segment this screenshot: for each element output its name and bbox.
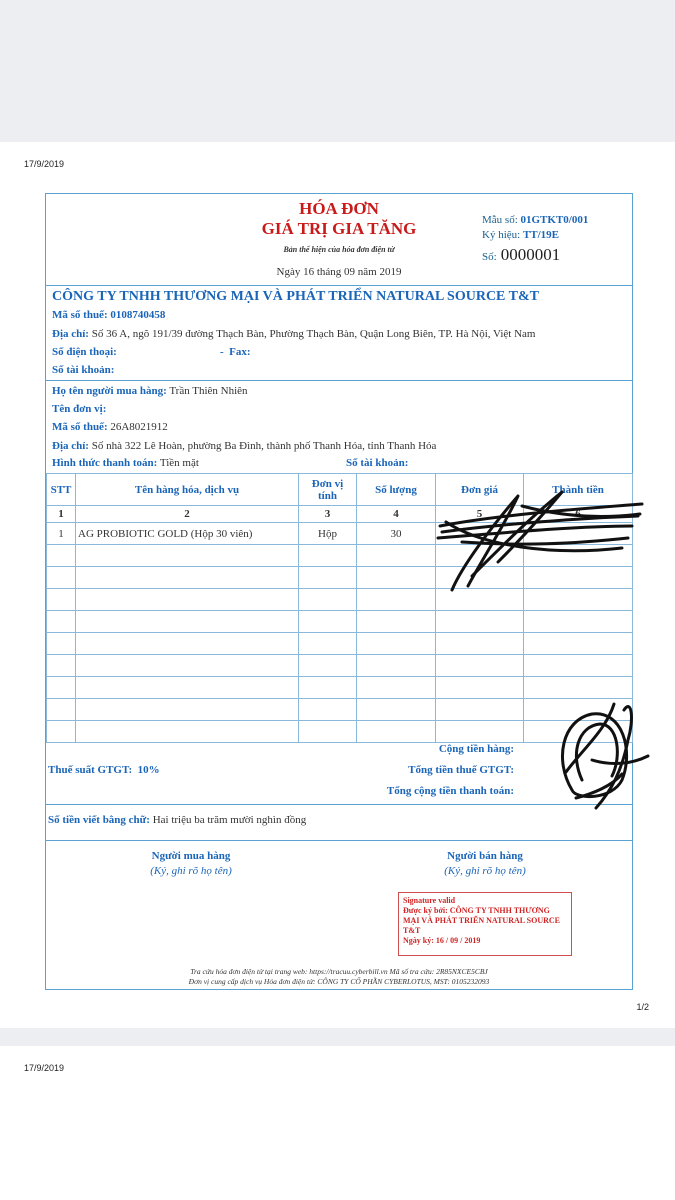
scribble-redaction-totals	[552, 690, 652, 816]
print-date: 17/9/2019	[24, 159, 65, 169]
table-row-empty	[47, 611, 633, 633]
grand-total-label: Tổng cộng tiền thanh toán:	[386, 785, 514, 797]
pdf-page-2	[0, 1046, 675, 1200]
cell-unit: Hộp	[299, 523, 357, 545]
payment-method: Hình thức thanh toán: Tiền mặt	[52, 457, 199, 469]
seller-signature-note: (Ký, ghi rõ họ tên)	[444, 865, 526, 877]
table-row-empty	[47, 633, 633, 655]
buyer-unit: Tên đơn vị:	[52, 403, 107, 415]
cell-quantity: 30	[357, 523, 436, 545]
page-number: 1/2	[636, 1002, 649, 1012]
seller-name: CÔNG TY TNHH THƯƠNG MẠI VÀ PHÁT TRIỂN NATURAL SOURCE T&T	[52, 289, 539, 304]
signed-date-text: Ngày ký: 16 / 09 / 2019	[403, 936, 481, 945]
buyer-account: Số tài khoản:	[346, 457, 409, 469]
digital-signature-box	[398, 892, 572, 956]
col-number: 6	[524, 506, 633, 523]
invoice-subtitle: Bản thể hiện của hóa đơn điện tử	[283, 245, 395, 254]
col-header: Đơn giá	[436, 474, 524, 506]
col-header: Số lượng	[357, 474, 436, 506]
invoice-date: Ngày 16 tháng 09 năm 2019	[276, 266, 402, 278]
table-row-empty	[47, 677, 633, 699]
amount-in-words: Số tiền viết bằng chữ: Hai triệu ba trăm mười nghìn đồng	[48, 814, 307, 826]
seller-phone: Số điện thoại:	[52, 346, 117, 358]
pdf-page-1	[0, 142, 675, 1028]
cell-stt: 1	[47, 523, 76, 545]
vat-total-label: Tổng tiền thuế GTGT:	[408, 764, 514, 776]
buyer-signature-note: (Ký, ghi rõ họ tên)	[150, 865, 232, 877]
seller-fax: - Fax:	[220, 346, 251, 358]
buyer-address: Địa chỉ: Số nhà 322 Lê Hoàn, phường Ba Đình, thành phố Thanh Hóa, tỉnh Thanh Hóa	[52, 440, 437, 452]
col-number: 2	[76, 506, 299, 523]
invoice-title: HÓA ĐƠN	[299, 199, 379, 218]
col-number: 1	[47, 506, 76, 523]
col-header: STT	[47, 474, 76, 506]
seller-tax-code: Mã số thuế: 0108740458	[52, 309, 166, 321]
table-row-empty	[47, 699, 633, 721]
seller-account: Số tài khoản:	[52, 364, 115, 376]
signed-by-text: Được ký bởi: CÔNG TY TNHH THƯƠNG MẠI VÀ PHÁT TRIỂN NATURAL SOURCE T&T	[403, 906, 560, 935]
col-number: 3	[299, 506, 357, 523]
col-header: Đơn vị tính	[299, 474, 357, 506]
col-number: 5	[436, 506, 524, 523]
buyer-name: Họ tên người mua hàng: Trần Thiên Nhiên	[52, 385, 248, 397]
signature-valid-text: Signature valid	[403, 896, 456, 905]
buyer-tax-code: Mã số thuế: 26A8021912	[52, 421, 168, 433]
print-date: 17/9/2019	[24, 1063, 65, 1073]
col-header: Thành tiền	[524, 474, 633, 506]
invoice-title-vat: GIÁ TRỊ GIA TĂNG	[261, 219, 417, 238]
invoice-symbol: Ký hiệu: TT/19E	[482, 229, 560, 241]
buyer-signature-title: Người mua hàng	[151, 850, 231, 862]
provider-footer: Đơn vị cung cấp dịch vụ Hóa đơn điện tử: CÔNG TY CỔ PHẦN CYBERLOTUS, MST: 0105232093	[188, 977, 490, 986]
scribble-redaction-prices	[432, 486, 648, 598]
lookup-footer: Tra cứu hóa đơn điện tử tại trang web: https://tracuu.cyberbill.vn Mã số tra cứu: 2R85NXCE5CBJ	[190, 967, 488, 976]
form-number: Mẫu số: 01GTKT0/001	[482, 214, 589, 226]
seller-address: Địa chỉ: Số 36 A, ngõ 191/39 đường Thạch Bàn, Phường Thạch Bàn, Quận Long Biên, TP. Hà Nội, Việt Nam	[52, 328, 536, 340]
subtotal-label: Cộng tiền hàng:	[438, 743, 514, 755]
table-row-empty	[47, 721, 633, 743]
col-number: 4	[357, 506, 436, 523]
cell-product: AG PROBIOTIC GOLD (Hộp 30 viên)	[76, 523, 299, 545]
table-row-empty	[47, 655, 633, 677]
col-header: Tên hàng hóa, dịch vụ	[76, 474, 299, 506]
seller-signature-title: Người bán hàng	[447, 850, 523, 862]
invoice-number: Số: 0000001	[482, 245, 561, 264]
vat-rate: Thuế suất GTGT: 10%	[48, 764, 160, 776]
